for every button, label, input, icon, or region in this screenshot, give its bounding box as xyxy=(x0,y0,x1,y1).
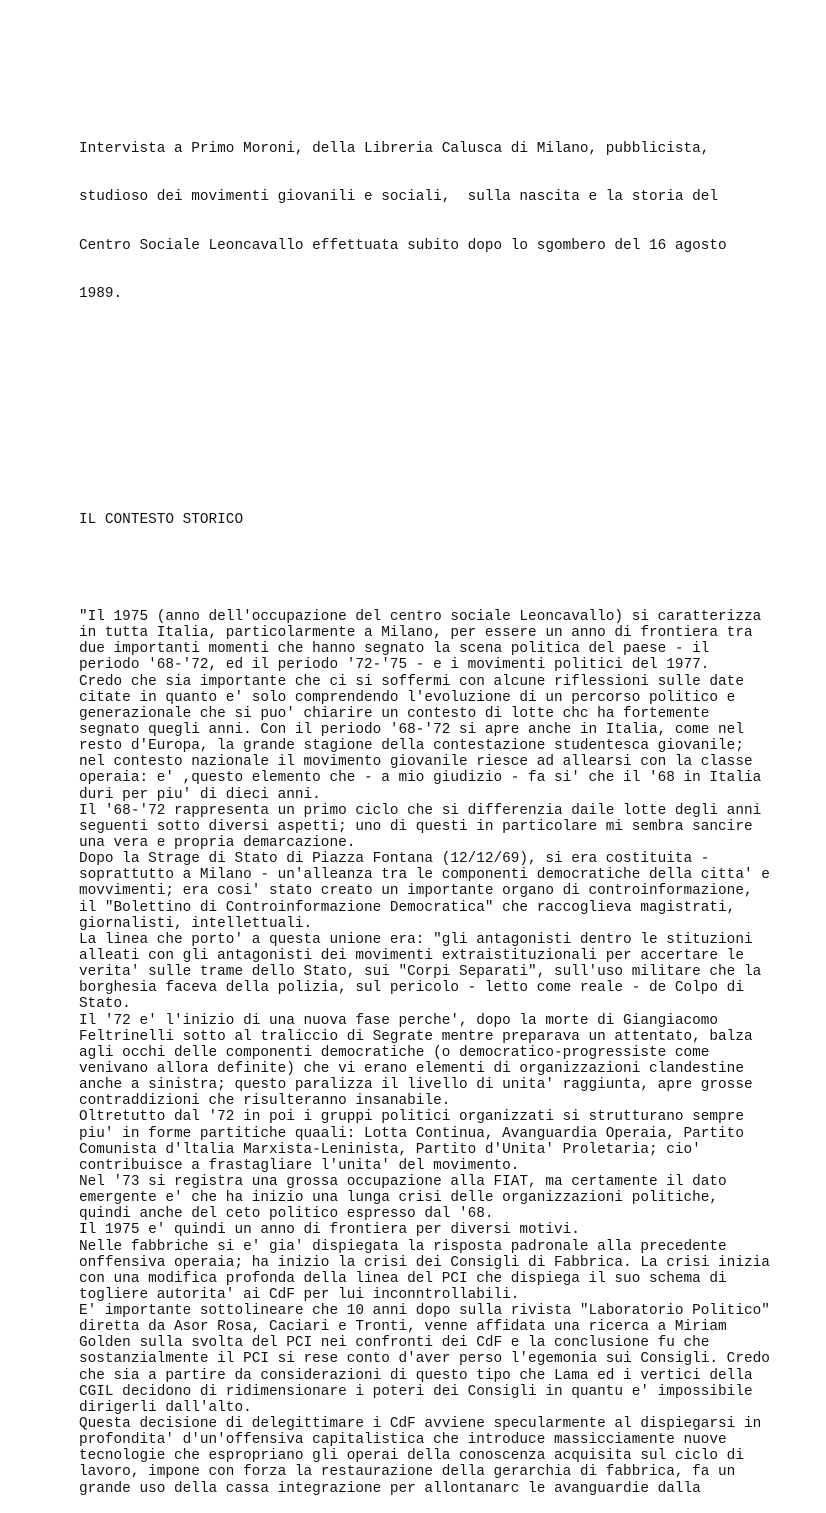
body-line: Il '68-'72 rappresenta un primo ciclo che si differenzia daile lotte degli anni xyxy=(79,802,762,819)
body-line: con una modifica profonda della linea del PCI che dispiega il suo schema di xyxy=(79,1270,727,1287)
body-line: profondita' d'un'offensiva capitalistica che introduce massicciamente nuove xyxy=(79,1432,727,1449)
body-line: agli occhi delle componenti democratiche (o democratico-progressiste come xyxy=(79,1044,710,1061)
body-line: venivano allora definite) che vi erano elementi di organizzazioni clandestine xyxy=(79,1060,744,1077)
body-line: "Il 1975 (anno dell'occupazione del centro sociale Leoncavallo) si caratterizza xyxy=(79,609,762,626)
body-line: segnato quegli anni. Con il periodo '68-'72 si apre anche in Italia, come nel xyxy=(79,722,744,738)
body-line: togliere autorita' ai CdF per lui inconntrollabili. xyxy=(79,1286,520,1303)
spacer xyxy=(79,415,770,431)
body-line: citate in quanto e' solo comprendendo l'evoluzione di un percorso politico e xyxy=(79,689,736,706)
body-line: E' importante sottolineare che 10 anni dopo sulla rivista "Laboratorio Politico" xyxy=(79,1303,770,1320)
body-line: duri per piu' di dieci anni. xyxy=(79,786,321,803)
body-line: il "Bolettino di Controinformazione Democratica" che raccoglieva magistrati, xyxy=(79,899,736,916)
body-line: grande uso della cassa integrazione per allontanarc le avanguardie dalla xyxy=(79,1480,701,1497)
body-line: Golden sulla svolta del PCI nei confronti dei CdF e la conclusione fu che xyxy=(79,1335,710,1352)
document-page xyxy=(79,76,770,1513)
body-line: resto d'Europa, la grande stagione della contestazione studentesca giovanile; xyxy=(79,738,744,755)
body-line: seguenti sotto diversi aspetti; uno di questi in particolare mi sembra sancire xyxy=(79,818,753,835)
body-line: Oltretutto dal '72 in poi i gruppi politici organizzati si strutturano sempre xyxy=(79,1109,744,1126)
section-heading: IL CONTESTO STORICO xyxy=(79,512,244,529)
body-line: piu' in forme partitiche quaali: Lotta Continua, Avanguardia Operaia, Partito xyxy=(79,1125,744,1142)
body-line: sostanzialmente il PCI si rese conto d'aver perso l'egemonia sui Consigli. Credo xyxy=(79,1351,770,1368)
body-line: anche a sinistra; questo paralizza il livello di unita' raggiunta, apre grosse xyxy=(79,1077,753,1094)
body-line: due importanti momenti che hanno segnato la scena politica del paese - il xyxy=(79,641,710,658)
body-line: Dopo la Strage di Stato di Piazza Fontana (12/12/69), si era costituita - xyxy=(79,851,710,868)
body-line: contraddizioni che risulteranno insanabile. xyxy=(79,1093,451,1110)
body-line: borghesia faceva della polizia, sul pericolo - letto come reale - de Colpo di xyxy=(79,980,744,997)
body-line: movvimenti; era cosi' stato creato un importante organo di controinformazione, xyxy=(79,883,753,900)
body-line: che sia a partire da considerazioni di questo tipo che Lama ed i vertici della xyxy=(79,1367,753,1384)
body-line: Il 1975 e' quindi un anno di frontiera per diversi motivi. xyxy=(79,1222,580,1239)
body-line: diretta da Asor Rosa, Caciari e Tronti, venne affidata una ricerca a Miriam xyxy=(79,1319,727,1336)
body-line: emergente e' che ha inizio una lunga crisi delle organizzazioni politiche, xyxy=(79,1190,719,1207)
body-line: generazionale che si puo' chiarire un contesto di lotte chc ha fortemente xyxy=(79,705,710,722)
spacer xyxy=(79,367,770,383)
body-line: periodo '68-'72, ed il periodo '72-'75 - e i movimenti politici del 1977. xyxy=(79,657,710,674)
spacer xyxy=(79,561,770,577)
body-line: Il '72 e' l'inizio di una nuova fase perche', dopo la morte di Giangiacomo xyxy=(79,1012,719,1029)
body-line: quindi anche del ceto politico espresso dal '68. xyxy=(79,1206,494,1223)
body-line: una vera e propria demarcazione. xyxy=(79,834,356,851)
body-line: dirigerli dall'alto. xyxy=(79,1399,252,1416)
body-line: La linea che porto' a questa unione era: "gli antagonisti dentro le stituzioni xyxy=(79,931,753,948)
body-line: Credo che sia importante che ci si soffermi con alcune riflessioni sulle date xyxy=(79,673,744,690)
body-line: lavoro, impone con forza la restaurazione della gerarchia di fabbrica, fa un xyxy=(79,1464,736,1481)
body-line: verita' sulle trame dello Stato, sui "Corpi Separati", sull'uso militare che la xyxy=(79,964,762,981)
body-line: soprattutto a Milano - un'alleanza tra le componenti democratiche della citta' e xyxy=(79,867,770,884)
intro-line: studioso dei movimenti giovanili e sociali, sulla nascita e la storia del xyxy=(79,189,719,206)
intro-line: Centro Sociale Leoncavallo effettuata subito dopo lo sgombero del 16 agosto xyxy=(79,237,727,254)
body-line: operaia: e' ,questo elemento che - a mio giudizio - fa si' che il '68 in Italia xyxy=(79,770,762,787)
body-line: alleati con gli antagonisti dei movimenti extraistituzionali per accertare le xyxy=(79,947,744,964)
body-line: contribuisce a frastagliare l'unita' del movimento. xyxy=(79,1157,520,1174)
body-line: Nelle fabbriche si e' gia' dispiegata la risposta padronale alla precedente xyxy=(79,1238,727,1255)
intro-line: 1989. xyxy=(79,285,123,302)
body-line: Feltrinelli sotto al traliccio di Segrate mentre preparava un attentato, balza xyxy=(79,1028,753,1045)
body-text xyxy=(79,609,770,1497)
body-line: in tutta Italia, particolarmente a Milano, per essere un anno di frontiera tra xyxy=(79,625,753,642)
body-line: nel contesto nazionale il movimento giovanile riesce ad allearsi con la classe xyxy=(79,754,753,771)
body-line: giornalisti, intellettuali. xyxy=(79,915,313,932)
body-line: Comunista d'ltalia Marxista-Leninista, Partito d'Unita' Proletaria; cio' xyxy=(79,1141,701,1158)
body-line: Questa decisione di delegittimare i CdF avviene specularmente al dispiegarsi in xyxy=(79,1416,762,1433)
body-line: Nel '73 si registra una grossa occupazione alla FIAT, ma certamente il dato xyxy=(79,1173,727,1190)
body-line: tecnologie che espropriano gli operai della conoscenza acquisita sul ciclo di xyxy=(79,1448,744,1465)
spacer xyxy=(79,464,770,480)
body-line: CGIL decidono di ridimensionare i poteri dei Consigli in quantu e' impossibile xyxy=(79,1383,753,1400)
body-line: onffensiva operaia; ha inizio la crisi dei Consigli di Fabbrica. La crisi inizia xyxy=(79,1254,770,1271)
body-line: Stato. xyxy=(79,996,131,1013)
intro-line: Intervista a Primo Moroni, della Libreria Calusca di Milano, pubblicista, xyxy=(79,140,710,157)
intro-block xyxy=(79,108,770,334)
